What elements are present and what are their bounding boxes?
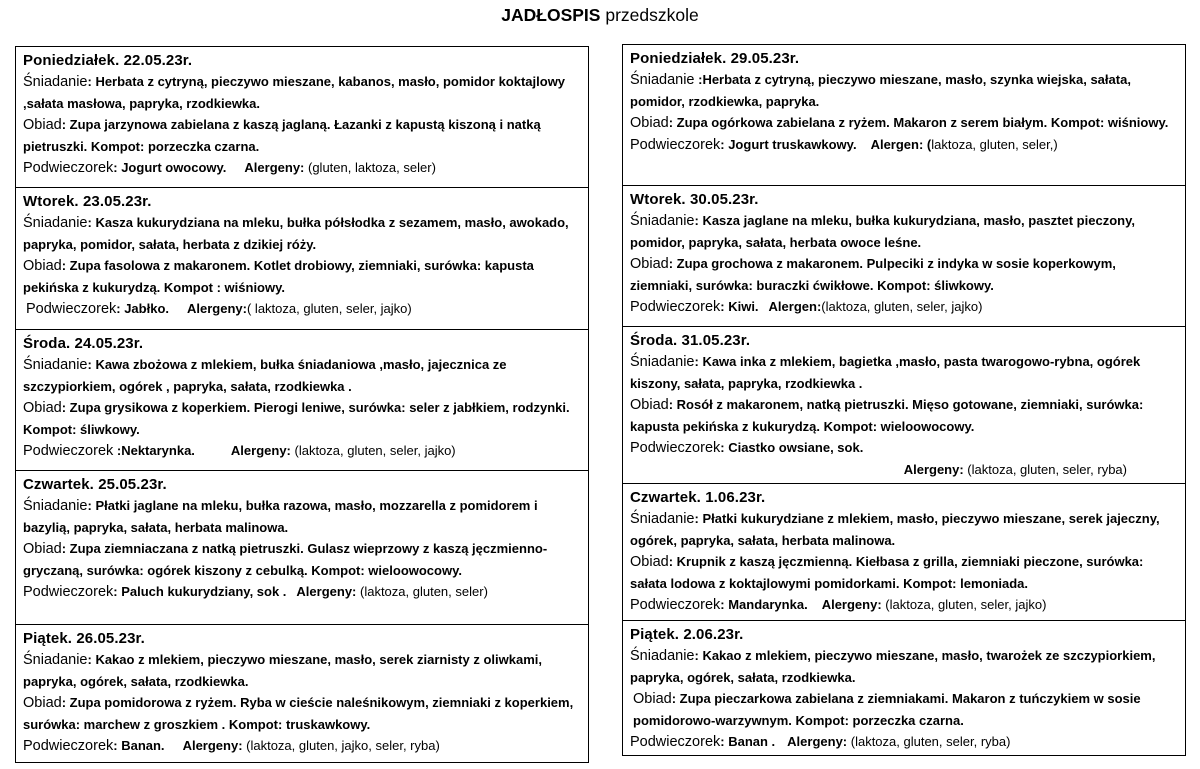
- day-title: Wtorek. 30.05.23r.: [630, 191, 759, 208]
- day-title: Czwartek. 25.05.23r.: [23, 476, 167, 493]
- day-title: Poniedziałek. 22.05.23r.: [23, 52, 193, 69]
- snack-row: Podwieczorek: Jabłko. Alergeny:( laktoza, gluten, seler, jajko): [26, 301, 412, 317]
- day-box-monday-29: [623, 45, 1185, 186]
- day-box-tuesday-23: [16, 188, 588, 330]
- breakfast-row: Śniadanie: Kawa inka z mlekiem, bagietka ,masło, pasta twarogowo-rybna, ogórek kiszony, sałata, papryka, rzodkiewka .: [630, 354, 1141, 391]
- day-title: Wtorek. 23.05.23r.: [23, 193, 152, 210]
- snack-row: Podwieczorek: Kiwi. Alergen:(laktoza, gluten, seler, jajko): [630, 299, 983, 315]
- week-1-column: [15, 46, 589, 763]
- day-box-thursday-25: [16, 471, 588, 625]
- breakfast-row: Śniadanie: Herbata z cytryną, pieczywo mieszane, kabanos, masło, pomidor koktajlowy ,sałata masłowa, papryka, rzodkiewka.: [23, 74, 566, 111]
- breakfast-row: Śniadanie: Kakao z mlekiem, pieczywo mieszane, masło, serek ziarnisty z oliwkami, papryka, ogórek, sałata, rzodkiewka.: [23, 652, 542, 689]
- snack-row: Podwieczorek: Jogurt truskawkowy. Alergen: (laktoza, gluten, seler,): [630, 137, 1058, 153]
- lunch-row: Obiad: Zupa ogórkowa zabielana z ryżem. Makaron z serem białym. Kompot: wiśniowy.: [630, 115, 1169, 131]
- lunch-row: Obiad: Rosół z makaronem, natką pietruszki. Mięso gotowane, ziemniaki, surówka: kapusta pekińska z kukurydzą. Kompot: wieloowocowy.: [630, 397, 1144, 434]
- snack-row: Podwieczorek: Banan. Alergeny: (laktoza, gluten, jajko, seler, ryba): [23, 738, 440, 754]
- day-box-friday-2: [623, 621, 1185, 756]
- day-box-friday-26: [16, 625, 588, 763]
- lunch-row: Obiad: Zupa grysikowa z koperkiem. Pierogi leniwe, surówka: seler z jabłkiem, rodzynki. Kompot: śliwkowy.: [23, 400, 570, 437]
- snack-row: Podwieczorek :Nektarynka. Alergeny: (laktoza, gluten, seler, jajko): [23, 443, 456, 459]
- breakfast-row: Śniadanie: Płatki kukurydziane z mlekiem, masło, pieczywo mieszane, serek jajeczny, ogórek, papryka, sałata, herbata malinowa.: [630, 511, 1160, 548]
- day-box-wednesday-31: [623, 327, 1185, 484]
- day-box-thursday-1: [623, 484, 1185, 621]
- lunch-row: Obiad: Zupa fasolowa z makaronem. Kotlet drobiowy, ziemniaki, surówka: kapusta pekińska z kukurydzą. Kompot : wiśniowy.: [23, 258, 534, 295]
- day-title: Piątek. 26.05.23r.: [23, 630, 145, 647]
- snack-row: Podwieczorek: Ciastko owsiane, sok.: [630, 440, 864, 456]
- day-title: Środa. 31.05.23r.: [630, 332, 751, 349]
- snack-row: Podwieczorek: Jogurt owocowy. Alergeny: (gluten, laktoza, seler): [23, 160, 436, 176]
- lunch-row: Obiad: Zupa ziemniaczana z natką pietruszki. Gulasz wieprzowy z kaszą jęczmienno- gryczaną, surówka: ogórek kiszony z cebulką. Kompot: wieloowocowy.: [23, 541, 548, 578]
- breakfast-row: Śniadanie: Kakao z mlekiem, pieczywo mieszane, masło, twarożek ze szczypiorkiem, papryka, ogórek, sałata, rzodkiewka.: [630, 648, 1156, 685]
- breakfast-row: Śniadanie: Kasza kukurydziana na mleku, bułka półsłodka z sezamem, masło, awokado, papryka, pomidor, sałata, herbata z dzikiej róży.: [23, 215, 569, 252]
- day-title: Piątek. 2.06.23r.: [630, 626, 744, 643]
- lunch-row: Obiad: Zupa pomidorowa z ryżem. Ryba w cieście naleśnikowym, ziemniaki z koperkiem, surówka: marchew z groszkiem . Kompot: truskawkowy.: [23, 695, 574, 732]
- page-title: JADŁOSPIS przedszkole: [501, 5, 699, 25]
- breakfast-row: Śniadanie: Płatki jaglane na mleku, bułka razowa, masło, mozzarella z pomidorem i bazylią, papryka, sałata, herbata malinowa.: [23, 498, 538, 535]
- breakfast-row: Śniadanie: Kasza jaglane na mleku, bułka kukurydziana, masło, pasztet pieczony, pomidor, papryka, sałata, herbata owoce leśne.: [630, 213, 1135, 250]
- day-box-monday-22: [16, 47, 588, 188]
- snack-row: Podwieczorek: Mandarynka. Alergeny: (laktoza, gluten, seler, jajko): [630, 597, 1047, 613]
- day-title: Poniedziałek. 29.05.23r.: [630, 50, 800, 67]
- day-title: Środa. 24.05.23r.: [23, 335, 144, 352]
- day-title: Czwartek. 1.06.23r.: [630, 489, 766, 506]
- snack-row: Podwieczorek: Paluch kukurydziany, sok . Alergeny: (laktoza, gluten, seler): [23, 584, 488, 600]
- snack-row: Podwieczorek: Banan . Alergeny: (laktoza, gluten, seler, ryba): [630, 734, 1011, 750]
- week-2-column: [622, 44, 1186, 756]
- breakfast-row: Śniadanie :Herbata z cytryną, pieczywo mieszane, masło, szynka wiejska, sałata, pomidor, rzodkiewka, papryka.: [630, 72, 1131, 109]
- lunch-row: Obiad: Zupa grochowa z makaronem. Pulpeciki z indyka w sosie koperkowym, ziemniaki, surówka: buraczki ćwikłowe. Kompot: śliwkowy.: [630, 256, 1116, 293]
- lunch-row: Obiad: Zupa pieczarkowa zabielana z ziemniakami. Makaron z tuńczykiem w sosie pomidorowo-warzywnym. Kompot: porzeczka czarna.: [633, 691, 1141, 728]
- lunch-row: Obiad: Zupa jarzynowa zabielana z kaszą jaglaną. Łazanki z kapustą kiszoną i natką pietruszki. Kompot: porzeczka czarna.: [23, 117, 541, 154]
- allergen-row: Alergeny: (laktoza, gluten, seler, ryba): [903, 462, 1127, 477]
- lunch-row: Obiad: Krupnik z kaszą jęczmienną. Kiełbasa z grilla, ziemniaki pieczone, surówka: sałata lodowa z koktajlowymi pomidorkami. Kompot: lemoniada.: [630, 554, 1144, 591]
- day-box-wednesday-24: [16, 330, 588, 471]
- breakfast-row: Śniadanie: Kawa zbożowa z mlekiem, bułka śniadaniowa ,masło, jajecznica ze szczypiorkiem, ogórek , papryka, sałata, rzodkiewka .: [23, 357, 507, 394]
- day-box-tuesday-30: [623, 186, 1185, 327]
